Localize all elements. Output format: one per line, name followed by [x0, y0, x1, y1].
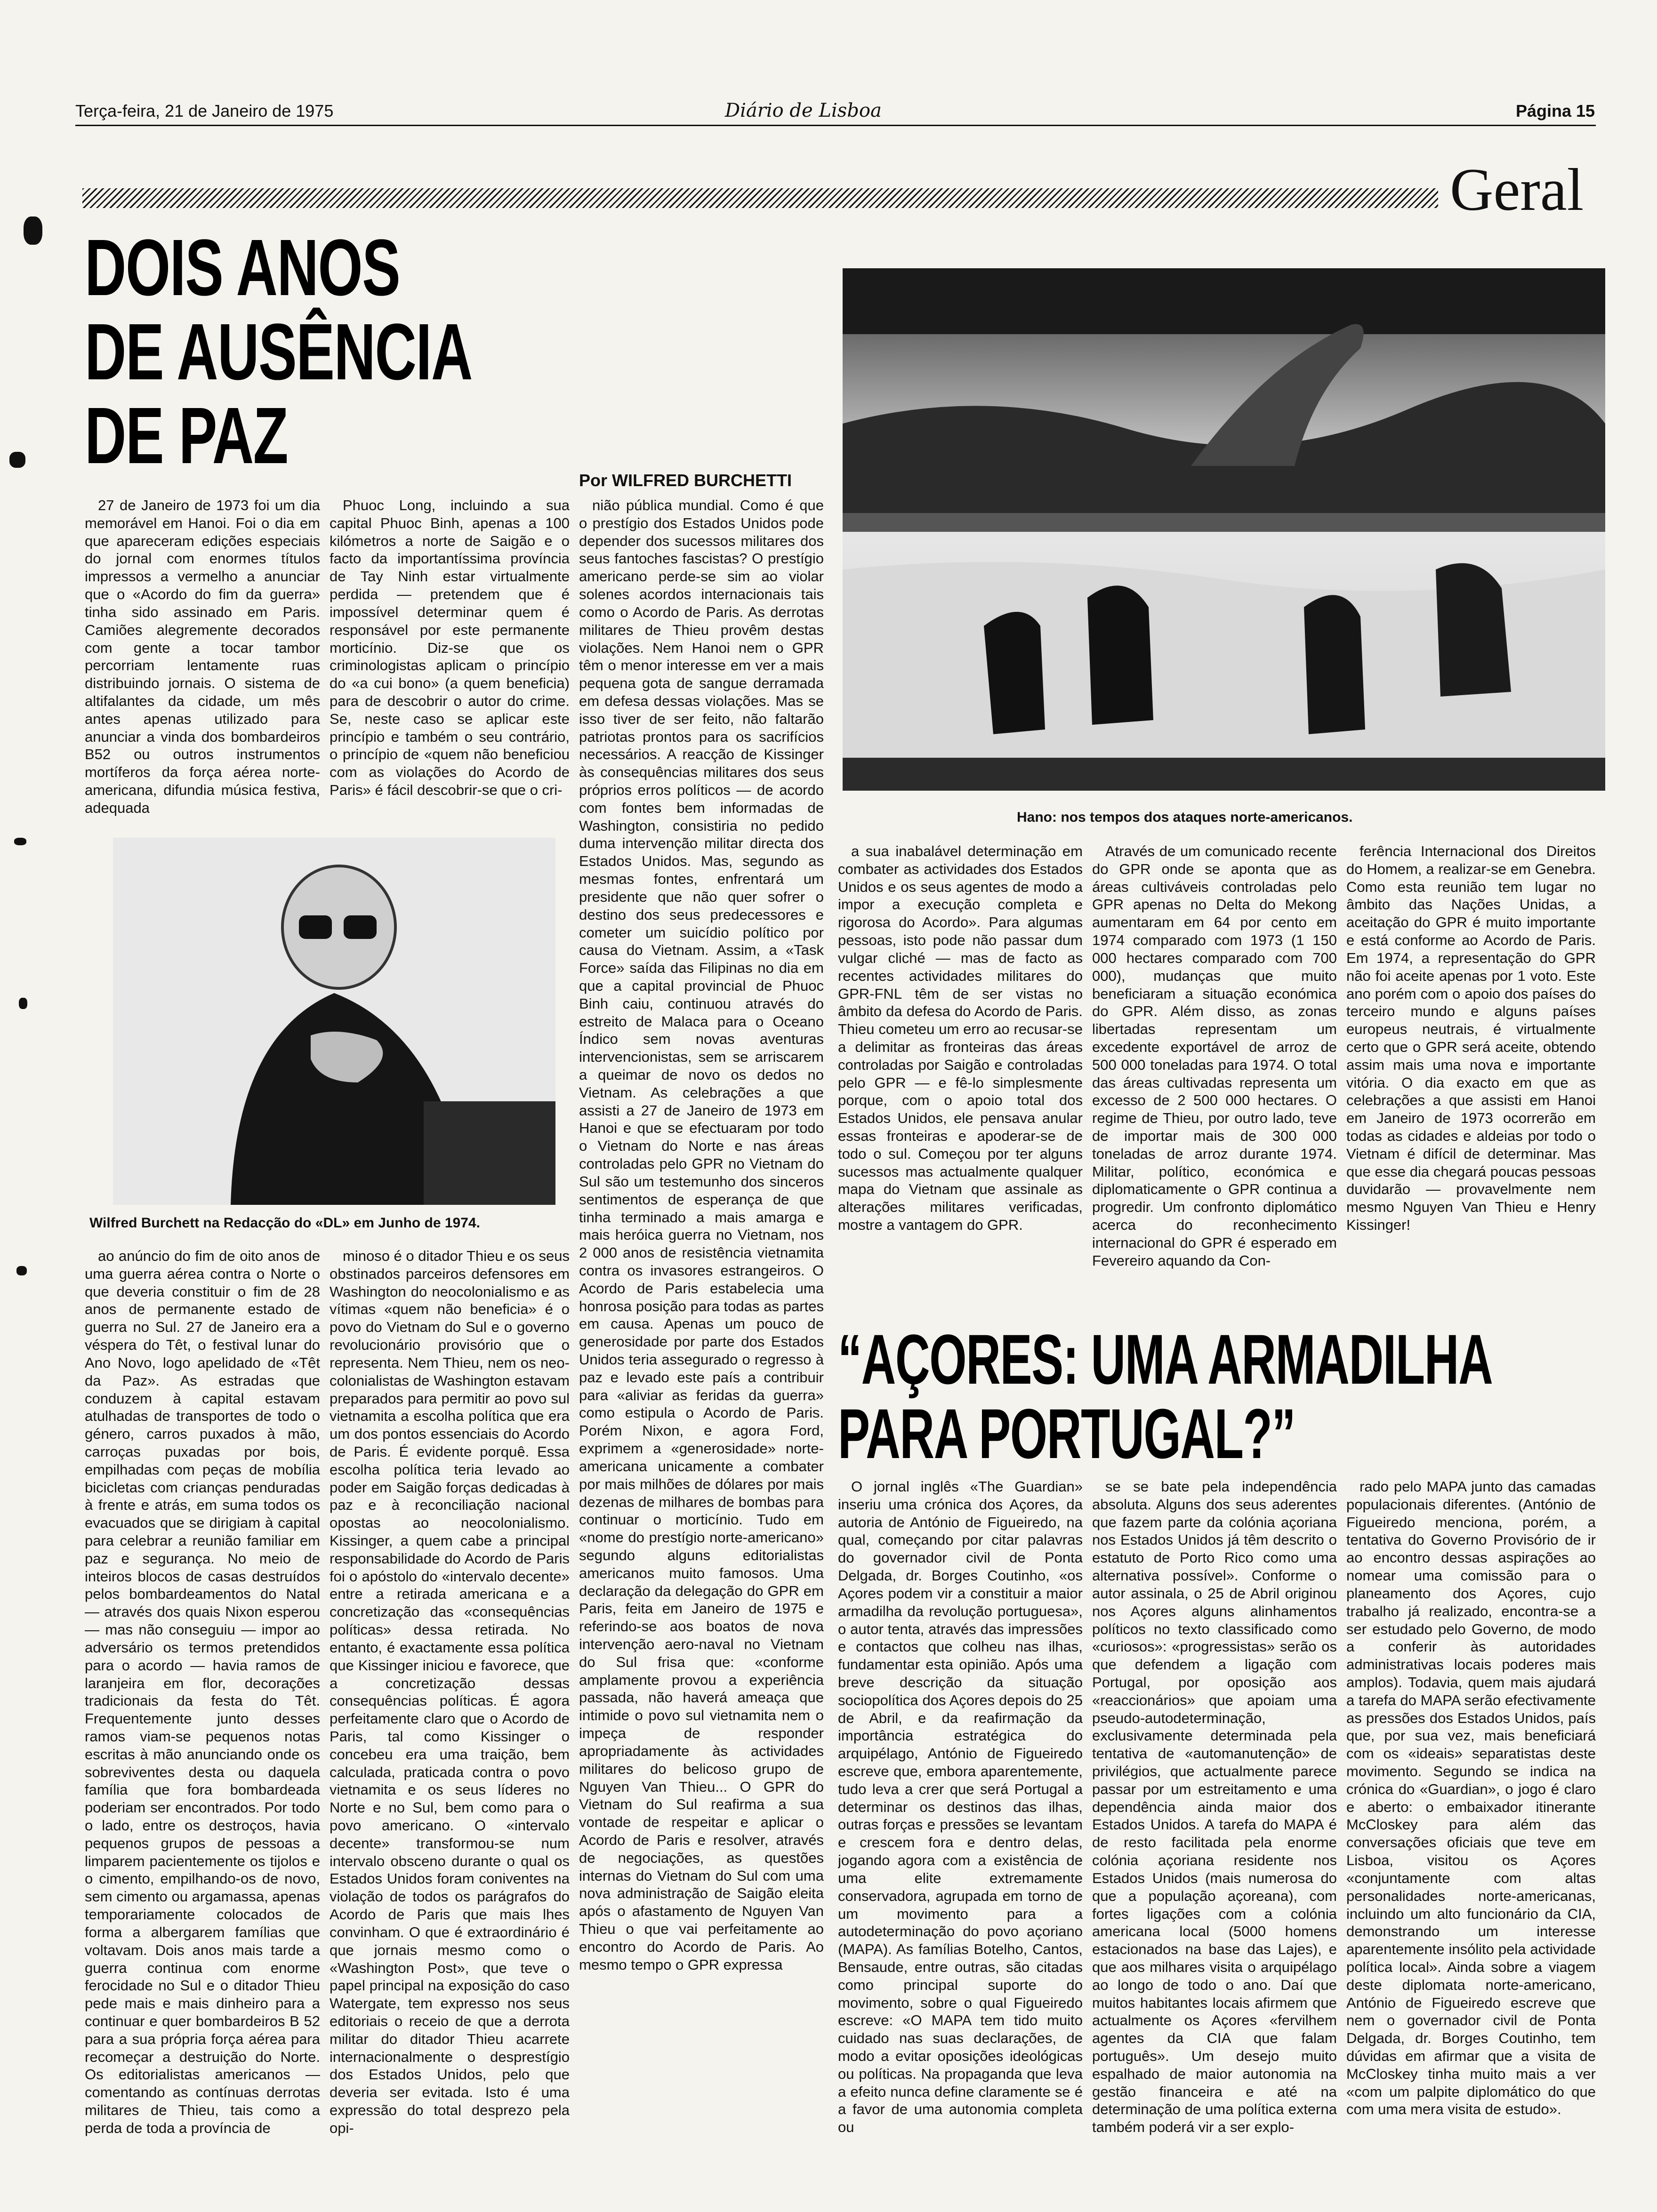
paragraph: minoso é o ditador Thieu e os seus obstinados parceiros defensores em Washington do neocolonialismo e as vítimas «quem não beneficia» é o povo do Vietnam do Sul e o governo revolucionário provisório que o representa. Nem Thieu, nem os neo-colonialistas de Washington estavam preparados para permitir ao povo sul vietnamita a escolha política que era um dos pontos essenciais do Acordo de Paris. É evidente porquê. Essa escolha política teria levado ao poder em Saigão forças dedicadas à paz e à reconciliação nacional opostas ao neocolonialismo. Kissinger, a quem cabe a principal responsabilidade do Acordo de Paris foi o apóstolo do «intervalo decente» entre a retirada americana e a concretização das «consequências políticas» dessa retirada. No entanto, é exactamente essa política que Kissinger iniciou e favorece, que a concretização dessas consequências políticas. É agora perfeitamente claro que o Acordo de Paris, tal como Kissinger o concebeu era uma traição, bem calculada, praticada contra o povo vietnamita e os seus líderes no Norte e no Sul, bem como para o povo americano. O «intervalo decente» transformou-se num intervalo obsceno durante o qual os Estados Unidos foram coniventes na violação de todos os parágrafos do Acordo de Paris que mais lhes convinham. O que é extraordinário é que jornais mesmo como o «Washington Post», que teve o papel principal na exposição do caso Watergate, tem expresso nos seus editoriais o receio de que a derrota militar do ditador Thieu acarrete internacionalmente o desprestígio dos Estados Unidos, pelo que deveria ser evitada. Isto é uma expressão do total desprezo pela opi- [330, 1248, 570, 2136]
article1-col5 [1092, 842, 1337, 1294]
article-headline [85, 223, 623, 481]
photo-caption-portrait: Wilfred Burchett na Redacção do «DL» em Junho de 1974. [89, 1215, 480, 1231]
paragraph: rado pelo MAPA junto das camadas populacionais diferentes. (António de Figueiredo menciona, porém, a tentativa do Governo Provisório de ir ao encontro dessas aspirações ao nomear uma comissão para o planeamento dos Açores, cujo trabalho já realizado, encontra-se a ser estudado pelo Governo, de modo a conferir às autoridades administrativas locais poderes mais amplos). Todavia, quem mais ajudará a tarefa do MAPA serão efectivamente as pressões dos Estados Unidos, país que, por sua vez, mais beneficiará com os «ideais» separatistas deste movimento. Segundo se indica na crónica do «Guardian», o jogo é claro e aberto: o embaixador itinerante McCloskey para além das conversações oficiais que teve em Lisboa, visitou os Açores «conjuntamente com altas personalidades norte-americanas, incluindo um alto funcionário da CIA, demonstrando um interesse aparentemente insólito pela actividade política local». Ainda sobre a viagem deste diplomata norte-americano, António de Figueiredo escreve que nem o governador civil de Ponta Delgada, dr. Borges Coutinho, tem dúvidas em afirmar que a visita de McCloskey tinha muito mais a ver «com um palpite diplomático do que com uma mera visita de estudo». [1346, 1478, 1596, 2118]
azores-headline-line-1: “AÇORES: UMA ARMADILHA [838, 1320, 1493, 1399]
headline-line-3: DE PAZ [85, 391, 288, 481]
header-rule [75, 125, 1596, 126]
article1-col1b [85, 1247, 320, 2188]
article2-col2 [1092, 1478, 1337, 2193]
article2-col1 [838, 1478, 1083, 2193]
paragraph: 27 de Janeiro de 1973 foi um dia memorável em Hanoi. Foi o dia em que apareceram edições especiais do jornal com enormes títulos impressos a vermelho a anunciar que o «Acordo do fim da guerra» tinha sido assinado em Paris. Camiões alegremente decorados com gente a tocar tambor percorriam lentamente ruas distribuindo jornais. O sistema de altifalantes da cidade, um mês antes apenas utilizado para anunciar a vinda dos bombardeiros B52 ou outros instrumentos mortíferos da força aérea norte-americana, difundia música festiva, adequada [85, 497, 320, 816]
byline: Por WILFRED BURCHETTI [579, 471, 792, 490]
scan-mark [14, 838, 26, 845]
azores-headline [838, 1322, 1657, 1471]
paragraph: O jornal inglês «The Guardian» inseriu uma crónica dos Açores, da autoria de António de Figueiredo, na qual, começando por citar palavras do governador civil de Ponta Delgada, dr. Borges Coutinho, «os Açores podem vir a constituir a maior armadilha da revolução portuguesa», o autor tenta, através das impressões e contactos que colheu nas ilhas, fundamentar esta opinião. Após uma breve descrição da situação sociopolítica dos Açores depois do 25 de Abril, e da reafirmação da importância estratégica do arquipélago, António de Figueiredo escreve que, embora aparentemente, tudo leva a crer que será Portugal a determinar os destinos das ilhas, outras forças e pressões se levantam e crescem fora e dentro delas, jogando agora com a existência de uma elite extremamente conservadora, agrupada em torno de um movimento para a autodeterminação do povo açoriano (MAPA). As famílias Botelho, Cantos, Bensaude, entre outras, são citadas como principal suporte do movimento, sobre o qual Figueiredo escreve: «O MAPA tem tido muito cuidado nas suas declarações, de modo a evitar oposições ideológicas ou políticas. Na propaganda que leva a efeito nunca define claramente se é a favor de uma autonomia completa ou [838, 1478, 1083, 2136]
vietnam-attack-photo [843, 268, 1605, 791]
masthead: Diário de Lisboa [725, 100, 882, 121]
scan-mark [9, 452, 25, 468]
article1-col4 [838, 842, 1083, 1294]
paragraph: ferência Internacional dos Direitos do Homem, a realizar-se em Genebra. Como esta reunião tem lugar no âmbito das Nações Unidas, a aceitação do GPR é muito importante e está conforme ao Acordo de Paris. Em 1974, a representação do GPR não foi aceite apenas por 1 voto. Este ano porém com o apoio dos países do terceiro mundo e alguns países europeus neutrais, é virtualmente certo que o GPR será aceite, obtendo assim mais uma nova e importante vitória. O dia exacto em que as celebrações a que assisti em Hanoi em Janeiro de 1973 ocorrerão em todas as cidades e aldeias por todo o Vietnam é difícil de determinar. Mas que esse dia chegará poucas pessoas duvidarão — provavelmente nem mesmo Nguyen Van Thieu e Henry Kissinger! [1346, 843, 1596, 1234]
article1-col1 [85, 497, 320, 826]
azores-headline-line-2: PARA PORTUGAL?” [838, 1394, 1295, 1473]
paragraph: Através de um comunicado recente do GPR onde se aponta que as áreas cultiváveis controladas pelo GPR apenas no Delta do Mekong aumentaram em 64 por cento em 1974 comparado com 1973 (1 150 000 hectares comparado com 700 000), mudanças que muito beneficiaram a situação económica do GPR. Além disso, as zonas libertadas representam um excedente exportável de arroz de 500 000 toneladas para 1974. O total das áreas cultivadas representa um excesso de 2 500 000 hectares. O regime de Thieu, por outro lado, teve de importar mais de 300 000 toneladas de arroz durante 1974. Militar, político, económica e diplomaticamente o GPR continua a progredir. Um confronto diplomático acerca do reconhecimento internacional do GPR é esperado em Fevereiro aquando da Con- [1092, 843, 1337, 1269]
paragraph: Phuoc Long, incluindo a sua capital Phuoc Binh, apenas a 100 kilómetros a norte de Saigão e o facto da importantíssima província de Tay Ninh estar virtualmente perdida — pretendem que é impossível determinar quem é responsável por este permanente morticínio. Diz-se que os criminologistas aplicam o princípio do «a cui bono» (a quem beneficia) para de descobrir o autor do crime. Se, neste caso se aplicar este princípio e também o seu contrário, o princípio de «quem não beneficiou com as violações do Acordo de Paris» é fácil descobrir-se que o cri- [330, 497, 570, 798]
scan-mark [16, 1266, 27, 1275]
paragraph: ao anúncio do fim de oito anos de uma guerra aérea contra o Norte o que deveria constituir o fim de 28 anos de permanente estado de guerra no Sul. 27 de Janeiro era a véspera do Têt, o festival lunar do Ano Novo, logo apelidado de «Têt da Paz». As estradas que conduzem à capital estavam atulhadas de transportes de todo o género, carros puxados à mão, carroças puxadas por bois, empilhadas com peças de mobília bicicletas com crianças penduradas à frente e atrás, em suma todos os evacuados que se dirigiam à capital para celebrar a reunião familiar em paz e segurança. No meio de inteiros blocos de casas destruídos pelos bombardeamentos do Natal — através dos quais Nixon esperou — mas não conseguiu — impor ao adversário os termos pretendidos para o acordo — havia ramos de laranjeira em flor, decorações tradicionais da festa do Têt. Frequentemente junto desses ramos viam-se pequenos notas escritas à mão anunciando onde os sobreviventes desta ou daquela família que fora bombardeada poderiam ser encontrados. Por todo o lado, entre os destroços, havia pequenos grupos de pessoas a limparem pacientemente os tijolos e o cimento, empilhando-os de novo, sem cimento ou argamassa, apenas temporariamente colocados de forma a albergarem famílias que voltavam. Dois anos mais tarde a guerra continua com enorme ferocidade no Sul e o ditador Thieu pede mais e mais dinheiro para a continuar e quer bombardeiros B 52 para a sua própria força aérea para recomeçar a destruição do Norte. Os editorialistas americanos — comentando as contínuas derrotas militares de Thieu, tais como a perda de toda a província de [85, 1248, 320, 2136]
scan-mark [24, 216, 42, 245]
paragraph: se se bate pela independência absoluta. Alguns dos seus aderentes que fazem parte da colónia açoriana nos Estados Unidos já têm descrito o estatuto de Porto Rico como uma alternativa possível». Conforme o autor assinala, o 25 de Abril originou nos Açores alguns alinhamentos políticos no texto classificado como «curiosos»: «progressistas» serão os que defendem a ligação com Portugal, por oposição aos «reaccionários» que apoiam uma pseudo-autodeterminação, exclusivamente determinada pela tentativa de «automanutenção» de privilégios, que actualmente parece passar por um estreitamento e uma dependência ainda maior dos Estados Unidos. A tarefa do MAPA é de resto facilitada pela enorme colónia açoriana residente nos Estados Unidos (mais numerosa do que a população açoreana), com fortes ligações com a colónia americana local (5000 homens estacionados na base das Lajes), e que aos milhares visita o arquipélago ao longo de todo o ano. Daí que muitos habitantes locais afirmem que actualmente os Açores «fervilhem agentes da CIA que falam português». Um desejo muito espalhado de maior autonomia na gestão financeira e até na determinação de uma política externa também poderá vir a ser explo- [1092, 1478, 1337, 2136]
paragraph: a sua inabalável determinação em combater as actividades dos Estados Unidos e os seus agentes de modo a impor a execução completa e rigorosa do Acordo». Para algumas pessoas, isto pode não passar dum vulgar cliché — mas de facto as recentes actividades militares do GPR-FNL têm de ser vistas no âmbito da defesa do Acordo de Paris. Thieu cometeu um erro ao recusar-se a delimitar as fronteiras das áreas controladas por Saigão e controladas pelo GPR — e fê-lo simplesmente porque, com o apoio total dos Estados Unidos, ele pensava anular essas fronteiras e apoderar-se de todo o sul. Começou por ter alguns sucessos mas actualmente qualquer mapa do Vietnam que assinale as alterações militares verificadas, mostre a vantagem do GPR. [838, 843, 1083, 1234]
photo-caption-top: Hano: nos tempos dos ataques norte-americanos. [1017, 809, 1353, 825]
article1-col3 [579, 497, 824, 2191]
scan-mark [19, 998, 27, 1009]
paragraph: nião pública mundial. Como é que o prestígio dos Estados Unidos pode depender dos sucessos militares dos seus fantoches fascistas? O prestígio americano perde-se sim ao violar solenes acordos internacionais tais como o Acordo de Paris. As derrotas militares de Thieu provêm destas violações. Nem Hanoi nem o GPR têm o menor interesse em ver a mais pequena gota de sangue derramada em defesa dessas violações. Mas se isso tiver de ser feito, não faltarão patriotas prontos para os sacrifícios necessários. A reacção de Kissinger às consequências militares dos seus próprios erros políticos — de acordo com fontes bem informadas de Washington, consistiria no pedido duma intervenção militar directa dos Estados Unidos. Mas, segundo as mesmas fontes, enfrentará um presidente que não quer sofrer o destino dos seus predecessores e cometer um suicídio político por causa do Vietnam. Assim, a «Task Force» saída das Filipinas no dia em que a capital provincial de Phuoc Binh caiu, continuou através do estreito de Malaca para o Oceano Índico sem novas aventuras intervencionistas, sem se arriscarem a queimar de novo os dedos no Vietnam. As celebrações a que assisti a 27 de Janeiro de 1973 em Hanoi e que se efectuaram por todo o Vietnam do Norte e nas áreas controladas pelo GPR no Vietnam do Sul são um testemunho dos sinceros sentimentos de esperança de que tinha terminado a mais amarga e mais heróica guerra no Vietnam, nos 2 000 anos de resistência vietnamita contra os invasores estrangeiros. O Acordo de Paris estabelecia uma honrosa posição para todas as partes em causa. Apenas um pouco de generosidade por parte dos Estados Unidos teria assegurado o regresso à paz e levado este país a contribuir para «aliviar as feridas da guerra» como estipula o Acordo de Paris. Porém Nixon, e agora Ford, exprimem a «generosidade» norte-americana unicamente a combater por mais milhões de dólares por mais dezenas de milhares de bombas para continuar o morticínio. Tudo em «nome do prestígio norte-americano» segundo alguns editorialistas americanos muito famosos. Uma declaração da delegação do GPR em Paris, feita em Janeiro de 1975 e referindo-se aos boatos de nova intervenção aero-naval no Vietnam do Sul frisa que: «conforme amplamente provou a experiência passada, não haverá ameaça que intimide o povo sul vietnamita nem o impeça de responder apropriadamente às actividades militares do belicoso grupo de Nguyen Van Thieu... O GPR do Vietnam do Sul reafirma a sua vontade de respeitar e aplicar o Acordo de Paris e resolver, através de negociações, as questões internas do Vietnam do Sul com uma nova administração de Saigão eleita após o afastamento de Nguyen Van Thieu o que vai perfeitamente ao encontro do Acordo de Paris. Ao mesmo tempo o GPR expressa [579, 497, 824, 1973]
burchett-portrait-photo [113, 838, 555, 1205]
section-label: Geral [1450, 156, 1584, 223]
article2-col3 [1346, 1478, 1596, 2193]
article1-col2b [330, 1247, 570, 2188]
section-hatch-band [82, 188, 1438, 208]
issue-date: Terça-feira, 21 de Janeiro de 1975 [75, 101, 334, 120]
headline-line-1: DOIS ANOS [85, 223, 400, 313]
article1-col2 [330, 497, 570, 826]
portrait-svg [113, 838, 555, 1205]
headline-line-2: DE AUSÊNCIA [85, 307, 472, 397]
article1-col6 [1346, 842, 1596, 1294]
page-number: Página 15 [1516, 101, 1595, 120]
photo-svg [843, 268, 1605, 791]
